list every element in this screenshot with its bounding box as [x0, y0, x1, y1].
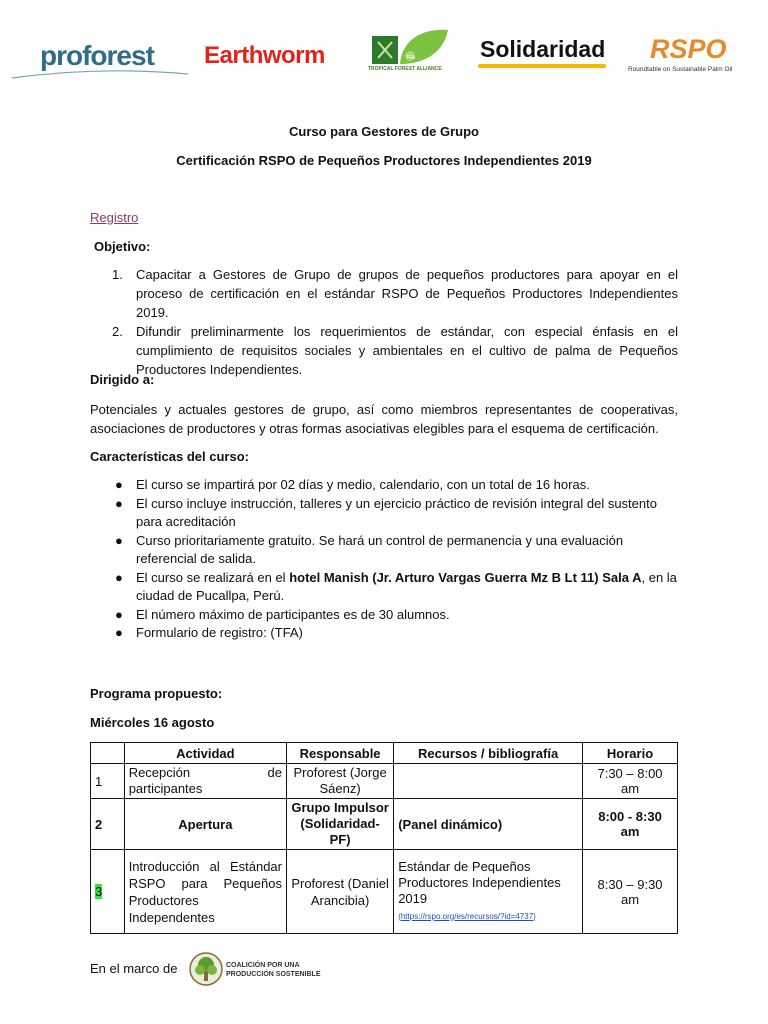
venue-name: hotel Manish (Jr. Arturo Vargas Guerra Mz B Lt 11) Sala A: [289, 569, 642, 585]
proforest-swoosh-icon: [10, 68, 190, 82]
registro-link[interactable]: Registro: [90, 210, 139, 225]
programa-day: Miércoles 16 agosto: [90, 715, 215, 730]
recursos-link[interactable]: https://rspo.org/es/recursos/?id=4737: [400, 911, 534, 921]
tfa-badge-text: TFA: [406, 55, 416, 61]
coalition-name: COALICIÓN POR UNA PRODUCCIÓN SOSTENIBLE: [226, 962, 321, 978]
table-header-row: [91, 743, 678, 764]
schedule-table: [90, 742, 678, 934]
footer-text: En el marco de: [90, 961, 178, 976]
programa-heading: Programa propuesto:: [90, 686, 223, 701]
certification-title: Certificación RSPO de Pequeños Productores Independientes 2019: [176, 153, 592, 168]
recursos-text: Estándar de Pequeños Productores Independientes 2019: [398, 858, 561, 906]
highlighted-row-number: 3: [95, 884, 103, 899]
tfa-caption: TROPICAL FOREST ALLIANCE: [368, 66, 442, 72]
tfa-leaf-icon: [370, 28, 450, 68]
earthworm-logo: Earthworm: [204, 42, 325, 69]
objetivo-list: [90, 265, 678, 379]
list-item: ● El número máximo de participantes es de 30 alumnos.: [115, 606, 450, 622]
table-row: 2 Apertura Grupo Impulsor (Solidaridad-PF) (Panel dinámico) 8:00 - 8:30 am: [91, 799, 678, 850]
objetivo-item: 2. Difundir preliminarmente los requerimientos de estándar, con especial énfasis en el cumplimiento de requisitos sociales y ambientales en el cultivo de palma de Pequeños Productores Independientes.: [112, 324, 678, 377]
rspo-logo: RSPO: [650, 34, 727, 64]
solidaridad-underline: [478, 64, 606, 68]
course-title: Curso para Gestores de Grupo: [289, 124, 479, 139]
col-responsable: Responsable: [287, 743, 394, 764]
col-horario: Horario: [583, 743, 678, 764]
caracteristicas-heading: Características del curso:: [90, 449, 249, 464]
rspo-caption: Roundtable on Sustainable Palm Oil: [628, 66, 733, 73]
proforest-logo: proforest: [40, 40, 154, 71]
list-item: ● Formulario de registro: (TFA): [115, 625, 303, 640]
dirigido-heading: Dirigido a:: [90, 372, 155, 387]
table-row: 3 Introducción al Estándar RSPO para Pequeños Productores Independentes Proforest (Daniel Arancibia) Estándar de Pequeños Productores Independientes 2019 (https://rspo.org/es/recursos/?id=4737) 8:30 – 9:30 am: [91, 850, 678, 934]
list-item-venue: ● El curso se realizará en el hotel Manish (Jr. Arturo Vargas Guerra Mz B Lt 11) Sala A, en la ciudad de Pucallpa, Perú.: [115, 569, 677, 603]
objetivo-item: 1. Capacitar a Gestores de Grupo de grupos de pequeños productores para apoyar en el proceso de certificación en el estándar RSPO de Pequeños Productores Independientes 2019.: [112, 267, 678, 320]
objetivo-heading: Objetivo:: [94, 239, 151, 254]
col-actividad: Actividad: [124, 743, 286, 764]
dirigido-text: Potenciales y actuales gestores de grupo, así como miembros representantes de cooperativas, asociaciones de productores y otras formas asociativas elegibles para el esquema de certificación.: [90, 402, 678, 436]
col-recursos: Recursos / bibliografía: [394, 743, 583, 764]
logo-row: [0, 28, 768, 88]
list-item: ● El curso se impartirá por 02 días y medio, calendario, con un total de 16 horas.: [115, 477, 590, 492]
coalition-logo-icon: [188, 950, 224, 988]
table-row: 1 Recepción de participantes Proforest (Jorge Sáenz) 7:30 – 8:00 am: [91, 764, 678, 799]
list-item: ● El curso incluye instrucción, talleres y un ejercicio práctico de revisión integral del sustento para acreditación: [115, 495, 657, 529]
solidaridad-logo: Solidaridad: [480, 36, 606, 62]
caracteristicas-list: [90, 476, 678, 643]
list-item: ● Curso prioritariamente gratuito. Se hará un control de permanencia y una evaluación referencial de salida.: [115, 532, 624, 566]
